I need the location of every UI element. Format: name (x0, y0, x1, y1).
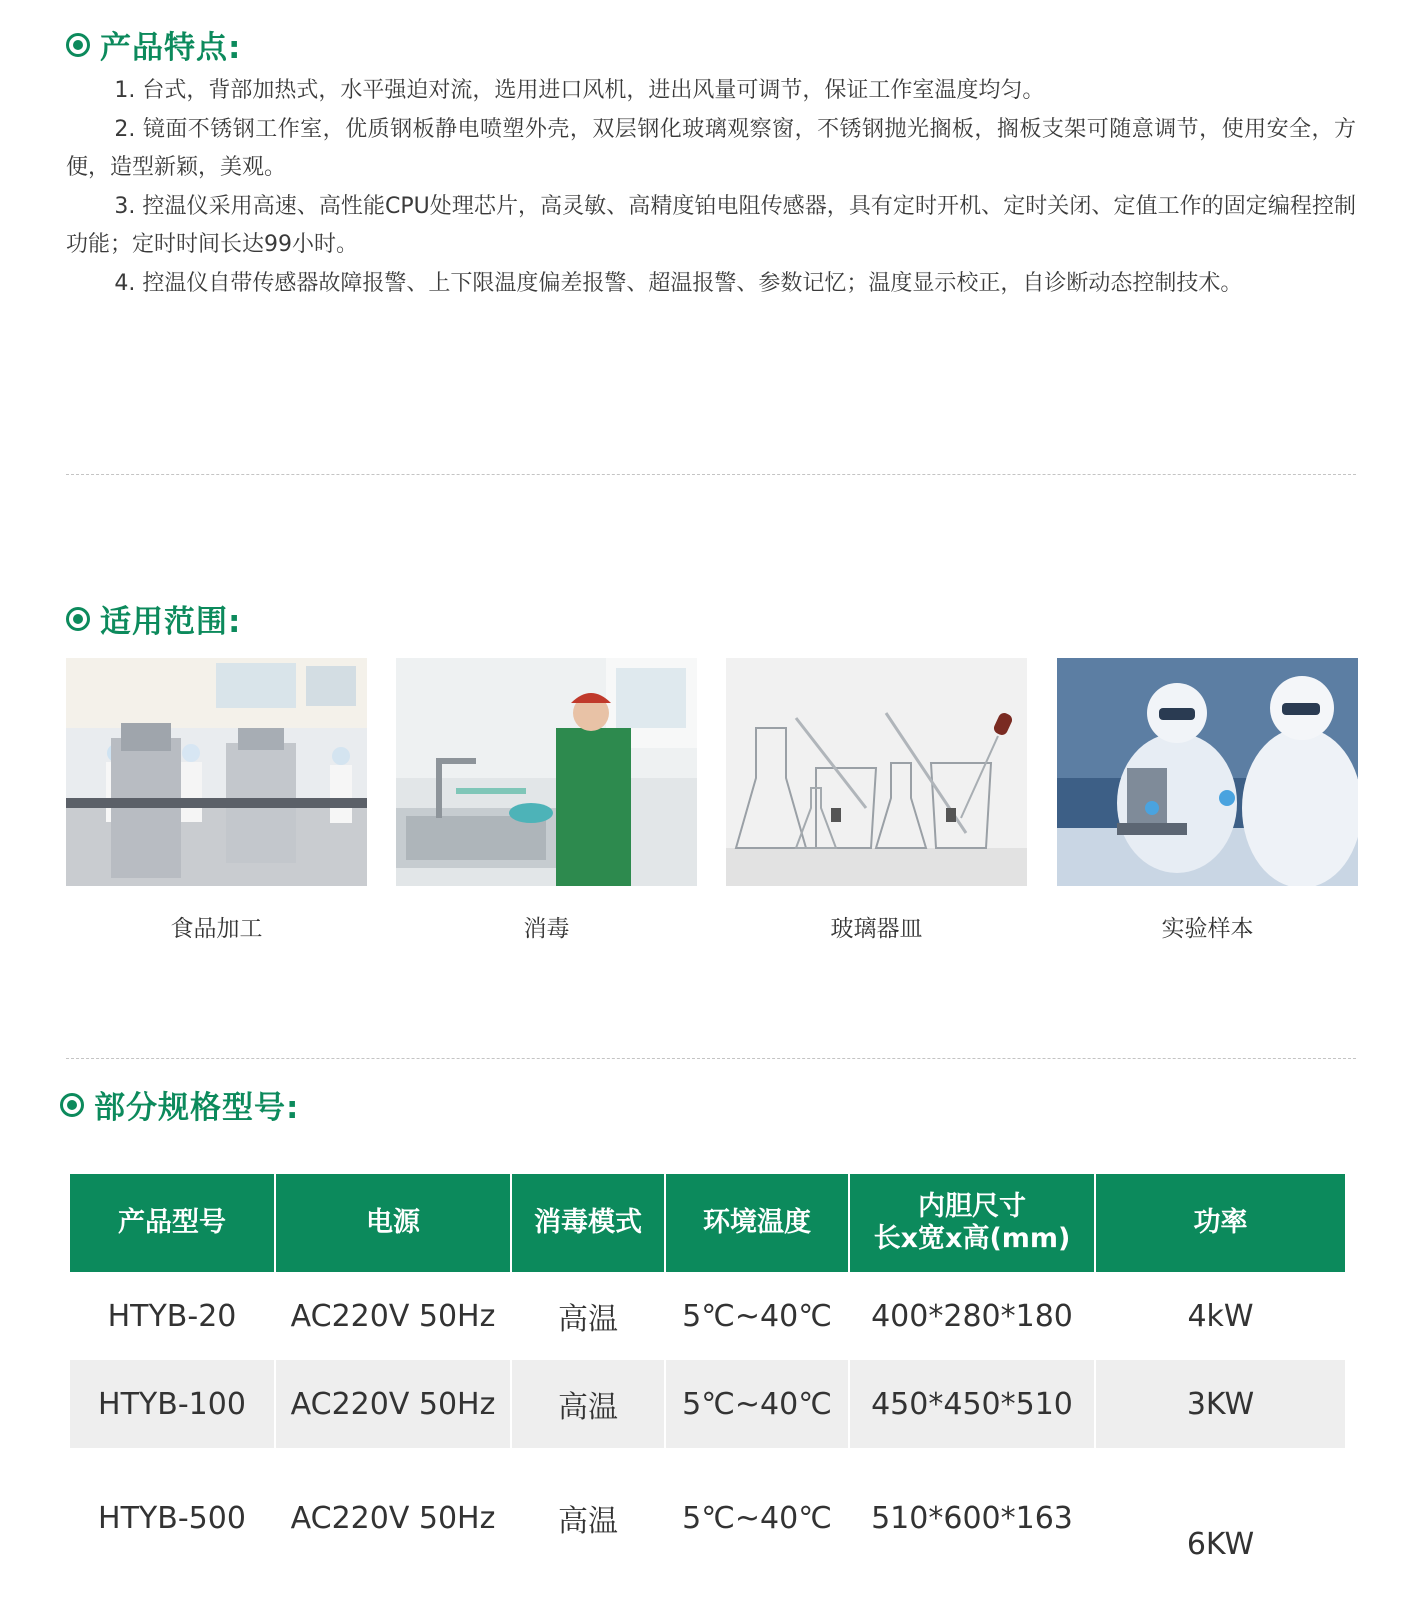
feature-item: 1. 台式，背部加热式，水平强迫对流，选用进口风机，进出风量可调节，保证工作室温度均匀。 (114, 78, 1045, 103)
section-divider (66, 1058, 1356, 1059)
cell-power: 4kW (1187, 1298, 1254, 1334)
cell-size: 450*450*510 (849, 1360, 1095, 1448)
cell-power-supply: AC220V 50Hz (275, 1448, 511, 1588)
table-row (70, 1448, 1345, 1588)
cell-model: HTYB-500 (70, 1448, 275, 1588)
specs-title (60, 1082, 299, 1127)
table-row (70, 1272, 1345, 1360)
column-header: 电源 (275, 1174, 511, 1272)
application-label: 实验样本 (1161, 916, 1254, 942)
column-header: 功率 (1095, 1174, 1345, 1272)
column-header-line: 内胆尺寸 (918, 1191, 1026, 1222)
cell-power-supply: AC220V 50Hz (275, 1272, 511, 1360)
application-disinfection (396, 658, 697, 943)
column-header: 环境温度 (665, 1174, 849, 1272)
features-title (66, 22, 241, 67)
application-label: 玻璃器皿 (830, 916, 923, 942)
cell-size: 510*600*163 (849, 1448, 1095, 1588)
specs-title-text: 部分规格型号: (94, 1090, 300, 1126)
cell-mode: 高温 (511, 1448, 665, 1588)
column-header (849, 1174, 1095, 1272)
cell-mode: 高温 (511, 1272, 665, 1360)
feature-item: 2. 镜面不锈钢工作室，优质钢板静电喷塑外壳，双层钢化玻璃观察窗，不锈钢抛光搁板，搁板支架可随意调节，使用安全，方便，造型新颖，美观。 (66, 116, 1356, 180)
cell-model: HTYB-20 (70, 1272, 275, 1360)
applications-gallery (66, 658, 1358, 958)
cell-model: HTYB-100 (70, 1360, 275, 1448)
cell-env-temp: 5℃~40℃ (665, 1272, 849, 1360)
application-label: 消毒 (523, 916, 570, 942)
application-food-processing (66, 658, 367, 943)
target-bullet-icon (66, 607, 90, 631)
target-bullet-icon (60, 1093, 84, 1117)
cell-mode: 高温 (511, 1360, 665, 1448)
applications-title (66, 596, 241, 641)
feature-item: 3. 控温仪采用高速、高性能CPU处理芯片，高灵敏、高精度铂电阻传感器，具有定时开机、定时关闭、定值工作的固定编程控制功能；定时时间长达99小时。 (66, 193, 1356, 257)
table-row (70, 1360, 1345, 1448)
cell-env-temp: 5℃~40℃ (665, 1360, 849, 1448)
cell-size: 400*280*180 (849, 1272, 1095, 1360)
features-title-text: 产品特点: (100, 30, 242, 66)
features-list (66, 72, 1356, 303)
column-header-line: 长x宽x高(mm) (873, 1223, 1071, 1254)
target-bullet-icon (66, 33, 90, 57)
column-header: 消毒模式 (511, 1174, 665, 1272)
glassware-photo (726, 658, 1027, 886)
spec-table (70, 1174, 1345, 1588)
applications-title-text: 适用范围: (100, 604, 242, 640)
feature-item: 4. 控温仪自带传感器故障报警、上下限温度偏差报警、超温报警、参数记忆；温度显示校正，自诊断动态控制技术。 (114, 270, 1243, 296)
cell-power: 6KW (1186, 1526, 1255, 1562)
application-glassware (726, 658, 1027, 943)
application-label: 食品加工 (170, 916, 263, 942)
spec-table-header-row (70, 1174, 1345, 1272)
food-processing-photo (66, 658, 367, 886)
cell-power-supply: AC220V 50Hz (275, 1360, 511, 1448)
lab-sample-photo (1057, 658, 1358, 886)
column-header: 产品型号 (70, 1174, 275, 1272)
cell-power: 3KW (1095, 1360, 1345, 1448)
disinfection-photo (396, 658, 697, 886)
application-lab-sample (1057, 658, 1358, 943)
section-divider (66, 474, 1356, 475)
cell-env-temp: 5℃~40℃ (665, 1448, 849, 1588)
